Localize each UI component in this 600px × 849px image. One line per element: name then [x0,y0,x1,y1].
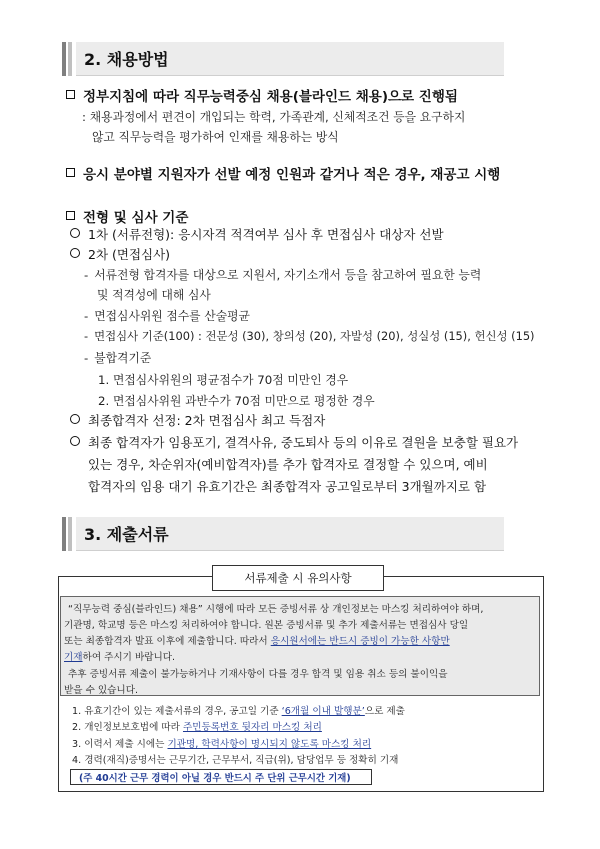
reserve-item: 최종 합격자가 임용포기, 결격사유, 중도퇴사 등의 이유로 결원을 보충할 필요가 [70,433,518,451]
bullet-note-line: 않고 직무능력을 평가하여 인재를 채용하는 방식 [92,130,339,144]
notice-text: 기재하여 주시기 바랍니다. [64,652,176,663]
bullet-text: 응시 분야별 지원자가 선발 예정 인원과 같거나 적은 경우, 재공고 시행 [83,167,501,183]
notice-emphasis: 기재 [64,652,83,663]
round-2-detail-cont: 및 적격성에 대해 심사 [97,288,211,302]
circle-bullet-icon [70,414,80,424]
bullet-note-line: : 채용과정에서 편견이 개입되는 학력, 가족관계, 신체적조건 등을 요구하지 [82,110,466,124]
notice-text: 추후 증빙서류 제출이 불가능하거나 기재사항이 다를 경우 합격 및 임용 취소 등의 불이익을 [68,669,448,680]
notice-text: 기관명, 학교명 등은 마스킹 처리하여야 합니다. 원본 증빙서류 및 추가 제출서류는 면접심사 당일 [64,620,469,631]
bullet-re-announcement [66,163,500,183]
square-bullet-icon [66,90,75,99]
list-emphasis: 주민등록번호 뒷자리 마스킹 처리 [182,722,322,733]
document-list-item: 4. 경력(재직)증명서는 근무기간, 근무부서, 직급(위), 담당업무 등 정확히 기재 [72,755,399,766]
document-list-item: 1. 유효기간이 있는 제출서류의 경우, 공고일 기준 ‘6개월 이내 발행분’으로 제출 [72,706,405,717]
round-2-item [70,245,170,263]
reserve-item-cont: 합격자의 임용 대기 유효기간은 최종합격자 공고일로부터 3개월까지로 함 [88,479,487,494]
round-1-item [70,225,444,243]
round-2-detail: - 면접심사 기준(100) : 전문성 (30), 창의성 (20), 자발성 (20), 성실성 (15), 헌신성 (15) [84,329,535,343]
header-accent-bar [62,517,66,551]
document-list-note: (주 40시간 근무 경력이 아닐 경우 반드시 주 단위 근무시간 기재) [70,769,372,785]
section-3-title: 3. 제출서류 [84,525,169,544]
notice-title: 서류제출 시 유의사항 [212,565,384,591]
fail-criterion: 1. 면접심사위원의 평균점수가 70점 미만인 경우 [98,373,349,387]
round-2-text: 2차 (면접심사) [88,247,171,262]
reserve-item-cont: 있는 경우, 차순위자(예비합격자)를 추가 합격자로 결정할 수 있으며, 예비 [88,457,488,472]
document-list-item: 2. 개인정보보호법에 따라 주민등록번호 뒷자리 마스킹 처리 [72,722,322,733]
header-accent-bar [68,42,72,76]
section-3-header [62,517,504,551]
notice-emphasis: 응시원서에는 반드시 증빙이 가능한 사항만 [270,636,450,647]
bullet-blind-hiring [66,85,458,105]
bullet-text: 전형 및 심사 기준 [83,210,189,226]
round-1-text: 1차 (서류전형): 응시자격 적격여부 심사 후 면접심사 대상자 선발 [88,227,444,242]
square-bullet-icon [66,211,75,220]
final-selection-item: 최종합격자 선정: 2차 면접심사 최고 득점자 [70,411,325,429]
header-box [76,42,504,76]
header-box [76,517,504,551]
round-2-detail: - 서류전형 합격자를 대상으로 지원서, 자기소개서 등을 참고하여 필요한 능력 [84,268,482,282]
circle-bullet-icon [70,436,80,446]
section-2-title: 2. 채용방법 [84,50,169,69]
fail-criterion: 2. 면접심사위원 과반수가 70점 미만으로 평정한 경우 [98,394,375,408]
circle-bullet-icon [70,248,80,258]
list-emphasis: 기관명, 학력사항이 명시되지 않도록 마스킹 처리 [167,739,372,750]
round-2-detail: - 불합격기준 [84,351,152,365]
notice-text: 받을 수 있습니다. [64,685,139,696]
square-bullet-icon [66,168,75,177]
header-accent-bar [68,517,72,551]
bullet-text: 정부지침에 따라 직무능력중심 채용(블라인드 채용)으로 진행됨 [83,89,458,105]
bullet-screening-criteria [66,206,188,226]
notice-text: “직무능력 중심(블라인드) 채용” 시행에 따라 모든 증빙서류 상 개인정보는 마스킹 처리하여야 하며, [68,604,484,615]
document-list-item: 3. 이력서 제출 시에는 기관명, 학력사항이 명시되지 않도록 마스킹 처리 [72,739,372,750]
round-2-detail: - 면접심사위원 점수를 산술평균 [84,309,250,323]
list-emphasis: ‘6개월 이내 발행분’ [281,706,365,717]
notice-text: 또는 최종합격자 발표 이후에 제출합니다. 따라서 응시원서에는 반드시 증빙이 가능한 사항만 [64,636,450,647]
header-accent-bar [62,42,66,76]
circle-bullet-icon [70,228,80,238]
section-2-header [62,42,504,76]
